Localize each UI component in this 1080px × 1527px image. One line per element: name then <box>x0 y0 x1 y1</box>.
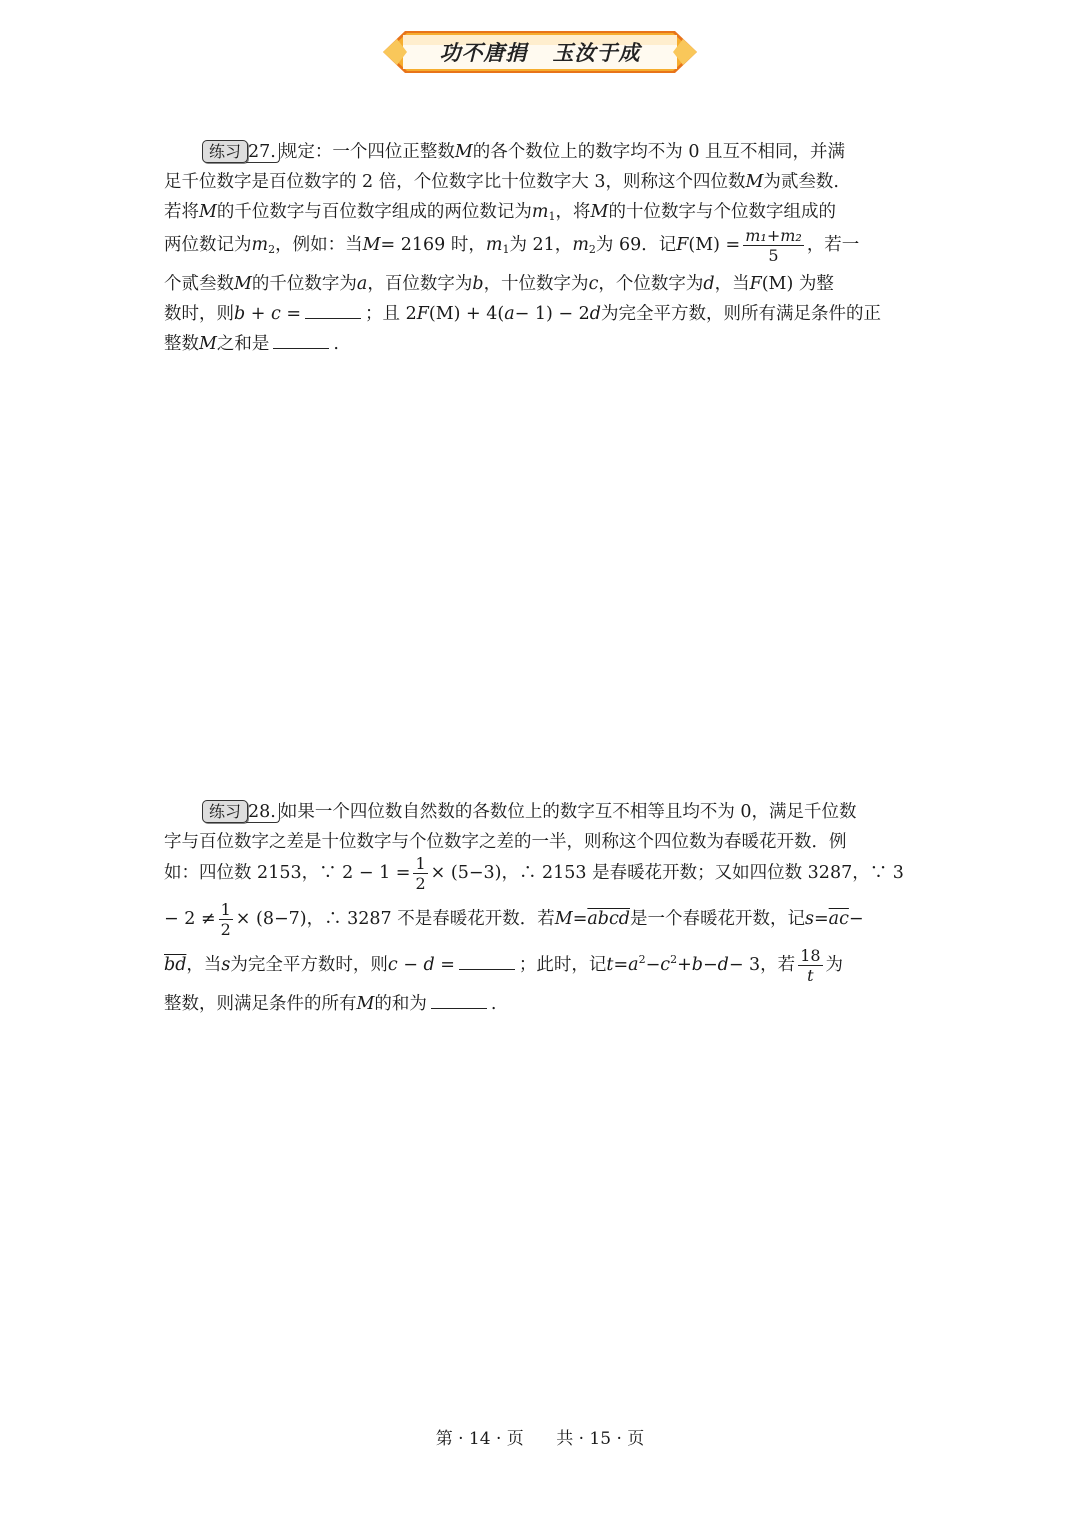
text: ，若一 <box>806 235 860 255</box>
fraction-numerator: 1 <box>220 900 231 919</box>
fraction-m1-plus-m2-over-5 <box>743 226 804 265</box>
var-M: M <box>356 994 375 1014</box>
text: 的和为 <box>374 994 427 1014</box>
text: − 3，若 <box>728 955 796 975</box>
exercise-27-line-6 <box>164 300 881 325</box>
header-banner <box>383 31 697 73</box>
var-M: M <box>362 235 381 255</box>
var-M: M <box>454 142 473 162</box>
text: + <box>677 955 692 975</box>
exercise-27-line-7 <box>164 330 339 355</box>
exercise-28-line-3 <box>164 854 904 893</box>
expr-c-minus-d: c − d = <box>387 955 455 975</box>
text: 的千位数字为 <box>251 274 357 294</box>
text: − <box>848 909 864 929</box>
exercise-tag: 练习 <box>202 140 248 163</box>
subscript: 2 <box>268 243 276 256</box>
overline-ac: $\overline{ac}$ <box>828 909 849 929</box>
fraction-one-half <box>219 900 233 939</box>
text: 的十位数字与个位数字组成的 <box>608 202 836 222</box>
fraction-denominator: 5 <box>768 246 779 265</box>
var-F: F <box>676 235 689 255</box>
fraction-numerator: 18 <box>800 946 821 965</box>
text: 整数 <box>164 334 199 354</box>
exercise-27-line-1 <box>202 138 845 163</box>
fraction-denominator: 2 <box>415 874 426 893</box>
text: − 1) − 2 <box>514 304 590 324</box>
var-c: c <box>588 274 599 294</box>
text: = <box>613 955 629 975</box>
var-b: b <box>472 274 484 294</box>
overline-abcd: abcd <box>587 909 630 929</box>
text: . <box>333 334 339 354</box>
text: 如果一个四位数自然数的各数位上的数字互不相等且均不为 0，满足千位数 <box>279 802 857 822</box>
text: . <box>490 994 497 1014</box>
exercise-27-line-4 <box>164 226 859 265</box>
superscript: 2 <box>638 953 646 966</box>
var-b: b <box>691 955 703 975</box>
text: 规定：一个四位正整数 <box>279 142 455 162</box>
var-d: d <box>589 304 601 324</box>
var-s: s <box>805 909 814 929</box>
exercise-28-line-1 <box>202 798 857 823</box>
var-m: m <box>251 235 269 255</box>
text: 的千位数字与百位数字组成的两位数记为 <box>216 202 532 222</box>
text: 字与百位数字之差是十位数字与个位数字之差的一半，则称这个四位数为春暖花开数．例 <box>164 832 847 852</box>
answer-blank-4[interactable] <box>431 993 487 1009</box>
text: (M) 为整 <box>761 274 834 294</box>
text: = <box>813 909 829 929</box>
text: 数时，则 <box>164 304 234 324</box>
text: ，将 <box>555 202 591 222</box>
fraction-denominator: 2 <box>220 920 231 939</box>
exercise-number: 28. <box>246 803 280 823</box>
page-number-footer: 第 · 14 · 页 共 · 15 · 页 <box>435 1429 645 1449</box>
superscript: 2 <box>670 953 678 966</box>
text: 两位数记为 <box>164 235 252 255</box>
exercise-number: 27. <box>246 143 280 163</box>
var-M: M <box>199 334 217 354</box>
text: × (5−3)，∴ 2153 是春暖花开数；又如四位数 3287，∵ 3 <box>430 863 904 883</box>
var-d: d <box>717 955 729 975</box>
text: 为完全平方数，则所有满足条件的正 <box>600 304 881 324</box>
text: 为完全平方数时，则 <box>230 955 388 975</box>
var-F: F <box>749 274 762 294</box>
text: ，百位数字为 <box>367 274 473 294</box>
text: 之和是 <box>216 334 270 354</box>
expr-b-plus-c: b + c = <box>234 304 302 324</box>
exercise-27-line-2 <box>164 168 839 193</box>
text: 为 <box>825 955 844 975</box>
var-m: m <box>572 235 589 255</box>
text: 为贰叁数. <box>763 172 839 192</box>
var-M: M <box>745 172 764 192</box>
fraction-18-over-t <box>798 946 822 985</box>
exercise-27-line-3 <box>164 198 836 223</box>
var-m: m <box>531 202 549 222</box>
var-a: a <box>628 955 639 975</box>
text: ，个位数字为 <box>598 274 704 294</box>
text: ，例如：当 <box>275 235 363 255</box>
text: 是一个春暖花开数，记 <box>630 909 805 929</box>
banner-motto: 功不唐捐 玉汝于成 <box>439 40 641 65</box>
var-F: F <box>416 304 429 324</box>
var-t: t <box>606 955 614 975</box>
text: − <box>645 955 661 975</box>
var-M: M <box>554 909 573 929</box>
text: (M) = <box>688 235 741 255</box>
text: 为 69．记 <box>595 235 677 255</box>
var-a: a <box>504 304 515 324</box>
var-c: c <box>660 955 671 975</box>
var-M: M <box>590 202 609 222</box>
exercise-27-line-5 <box>164 270 834 295</box>
text: ，当 <box>186 955 222 975</box>
text: 足千位数字是百位数字的 2 倍，个位数字比十位数字大 3，则称这个四位数 <box>164 172 746 192</box>
text: = <box>572 909 588 929</box>
text: 如：四位数 2153，∵ 2 − 1 = <box>164 863 411 883</box>
var-s: s <box>221 955 231 975</box>
text: (M) + 4( <box>428 304 505 324</box>
text: × (8−7)，∴ 3287 不是春暖花开数．若 <box>235 909 555 929</box>
text: 若将 <box>164 202 199 222</box>
var-d: d <box>703 274 715 294</box>
subscript: 1 <box>502 243 510 256</box>
answer-blank-2[interactable] <box>273 333 329 349</box>
fraction-denominator: t <box>807 966 814 985</box>
fraction-one-half <box>413 854 427 893</box>
subscript: 1 <box>548 210 556 223</box>
overline-bd: $\overline{bd}$ <box>164 955 187 975</box>
text: 为 21， <box>509 235 573 255</box>
text: 的各个数位上的数字均不为 0 且互不相同，并满 <box>472 142 846 162</box>
exercise-28-line-5 <box>164 946 843 985</box>
subscript: 2 <box>588 243 596 256</box>
text: − 2 ≠ <box>164 909 216 929</box>
answer-blank-3[interactable] <box>459 954 515 970</box>
exercise-tag: 练习 <box>202 800 248 823</box>
var-m: m <box>485 235 503 255</box>
exercise-28-line-6 <box>164 990 497 1015</box>
exercise-28-line-4 <box>164 900 864 939</box>
text: ；此时，记 <box>518 955 607 975</box>
text: 整数，则满足条件的所有 <box>164 994 357 1014</box>
answer-blank-1[interactable] <box>305 303 361 319</box>
fraction-numerator: 1 <box>415 854 426 873</box>
text: ，当 <box>714 274 750 294</box>
fraction-numerator: m₁+m₂ <box>745 226 802 245</box>
text: ，十位数字为 <box>483 274 589 294</box>
text: 个贰叁数 <box>164 274 234 294</box>
var-M: M <box>234 274 252 294</box>
var-a: a <box>356 274 368 294</box>
text: − <box>702 955 718 975</box>
text: = 2169 时， <box>380 235 486 255</box>
exercise-28-line-2 <box>164 828 847 853</box>
text: ；且 2 <box>365 304 417 324</box>
var-M: M <box>199 202 217 222</box>
